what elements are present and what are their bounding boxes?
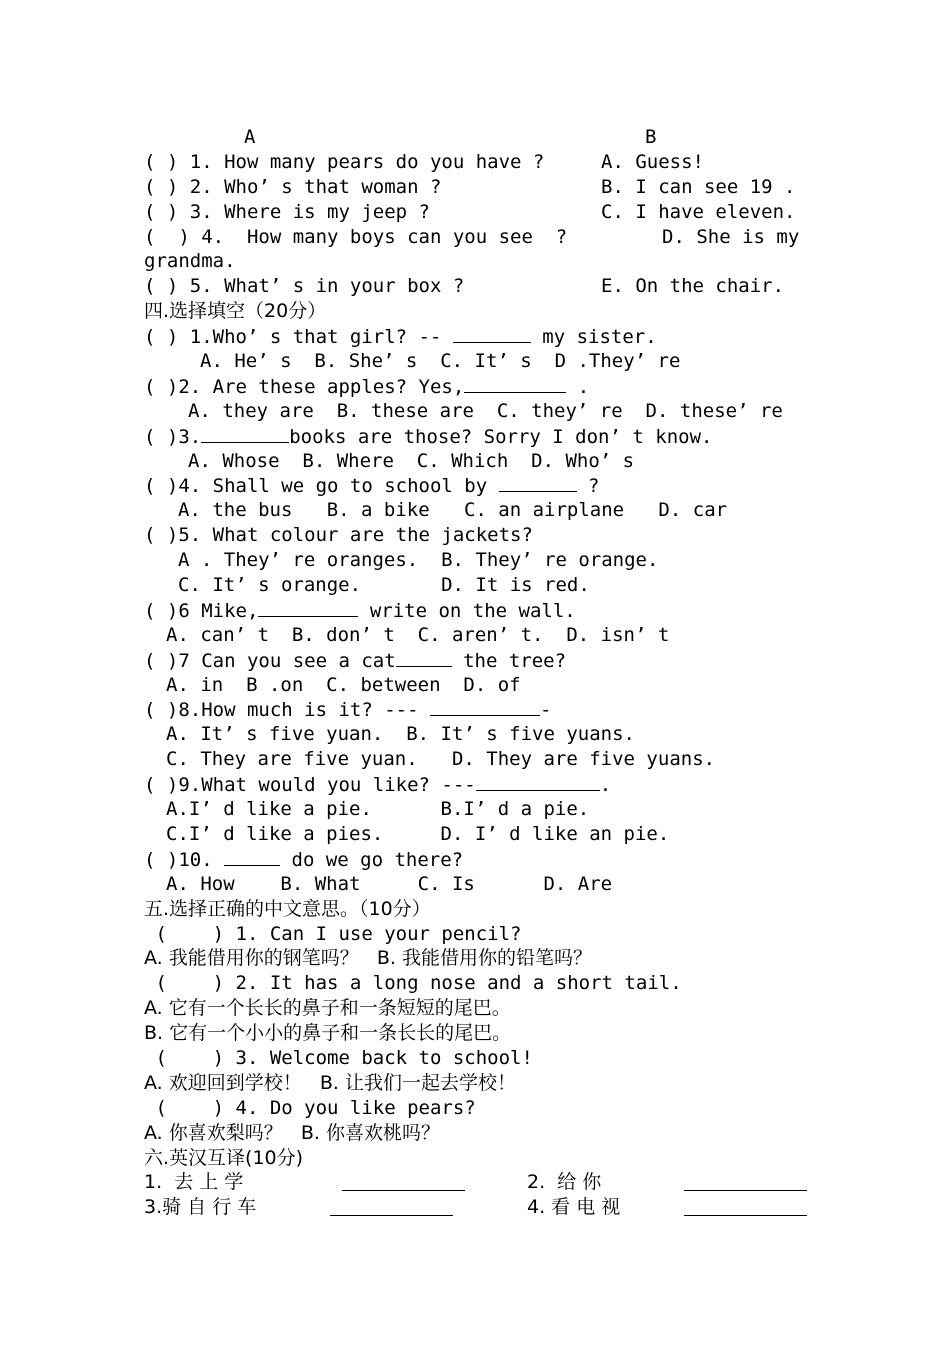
- s5-q2-opt-a: A. 它有一个长长的鼻子和一条短短的尾巴。: [144, 997, 511, 1020]
- s5-q2-text: ( ) 2. It has a long nose and a short tail.: [144, 972, 682, 995]
- s4-q5-options-2: [144, 573, 814, 598]
- s6-row-1: [144, 1170, 814, 1195]
- s4-q1: [144, 324, 814, 349]
- section5-title: [144, 897, 814, 922]
- section6-title-text: 六.英汉互译(10分): [144, 1146, 304, 1169]
- s4-q3-options: [144, 449, 814, 474]
- s4-q10-text: [144, 847, 463, 873]
- s4-q9-prefix: ( )9.What would you like? ---: [144, 774, 476, 797]
- s4-q3-blank[interactable]: [201, 424, 289, 443]
- matching-header: [144, 125, 814, 150]
- s4-q3: [144, 424, 814, 449]
- s5-q3: [144, 1046, 814, 1071]
- s6-row-2: [144, 1195, 814, 1220]
- s4-q8-options-1: [144, 722, 814, 747]
- s4-q2-text: [144, 374, 589, 400]
- matching-row-2: [144, 175, 814, 200]
- s5-q4: [144, 1096, 814, 1121]
- column-a-label: A: [244, 126, 256, 148]
- s4-q6-prefix: ( )6 Mike,: [144, 599, 259, 622]
- s4-q7-prefix: ( )7 Can you see a cat: [144, 649, 396, 672]
- s5-q4-options: [144, 1121, 814, 1146]
- s4-q5-opts-1: A . They’ re oranges. B. They’ re orange.: [178, 549, 659, 572]
- s4-q10: [144, 847, 814, 872]
- s4-q7: [144, 648, 814, 673]
- matching-answer-d-cont: grandma.: [144, 250, 236, 273]
- s4-q9-suffix: .: [599, 774, 612, 797]
- s4-q9-opts-1: A.I’ d like a pie. B.I’ d a pie.: [166, 798, 590, 821]
- matching-question-3: ( ) 3. Where is my jeep ?: [144, 200, 430, 223]
- worksheet-content: [144, 125, 814, 1220]
- s5-q1-text: ( ) 1. Can I use your pencil?: [144, 922, 522, 945]
- s6-item-2: 2. 给 你: [527, 1171, 602, 1194]
- section4-title: [144, 299, 814, 324]
- s5-q2-option-b: [144, 1021, 814, 1046]
- s4-q4-suffix: ?: [576, 475, 600, 498]
- s4-q5: [144, 523, 814, 548]
- s4-q6-options: [144, 623, 814, 648]
- section5-title-text: 五.选择正确的中文意思。（10分）: [144, 897, 431, 920]
- s5-q3-options: [144, 1071, 814, 1096]
- matching-row-5: [144, 274, 814, 299]
- matching-answer-a: A. Guess!: [601, 150, 704, 173]
- s4-q9-options-2: [144, 822, 814, 847]
- matching-row-3: [144, 200, 814, 225]
- s4-q4-options: [144, 498, 814, 523]
- s4-q9-blank[interactable]: [476, 772, 600, 791]
- s4-q6-text: [144, 598, 576, 624]
- s4-q2: [144, 374, 814, 399]
- matching-answer-d: D. She is my: [662, 225, 800, 248]
- s4-q4-blank[interactable]: [499, 473, 577, 492]
- s6-item-2-blank[interactable]: [684, 1172, 807, 1191]
- s4-q2-opts: A. they are B. these are C. they’ re D. these’ re: [188, 399, 783, 422]
- s4-q7-opts: A. in B .on C. between D. of: [166, 673, 521, 696]
- matching-question-1: ( ) 1. How many pears do you have ?: [144, 150, 545, 173]
- s4-q8-opts-1: A. It’ s five yuan. B. It’ s five yuans.: [166, 723, 635, 746]
- s4-q4-prefix: ( )4. Shall we go to school by: [144, 475, 499, 498]
- s4-q1-blank[interactable]: [453, 324, 531, 343]
- s4-q1-suffix: my sister.: [530, 326, 657, 349]
- s4-q8-prefix: ( )8.How much is it? ---: [144, 699, 430, 722]
- s5-q4-opts: A. 你喜欢梨吗？ B. 你喜欢桃吗？: [144, 1121, 440, 1144]
- s6-item-1-blank[interactable]: [342, 1172, 465, 1191]
- matching-answer-e: E. On the chair.: [601, 275, 785, 298]
- s4-q7-suffix: the tree?: [451, 649, 567, 672]
- matching-answer-b: B. I can see 19 .: [601, 175, 796, 198]
- s4-q10-blank[interactable]: [224, 847, 280, 866]
- s4-q9-opts-2: C.I’ d like a pies. D. I’ d like an pie.: [166, 822, 670, 845]
- s4-q3-text: [144, 424, 712, 450]
- s4-q9-text: [144, 772, 611, 798]
- matching-row-4: [144, 225, 814, 250]
- matching-question-2: ( ) 2. Who’ s that woman ?: [144, 175, 442, 198]
- matching-answer-c: C. I have eleven.: [601, 200, 796, 223]
- s6-item-3-blank[interactable]: [330, 1197, 453, 1216]
- s5-q2-opt-b: B. 它有一个小小的鼻子和一条长长的尾巴。: [144, 1022, 512, 1045]
- s4-q2-suffix: .: [566, 375, 590, 398]
- s6-item-4: 4. 看 电 视: [527, 1196, 621, 1219]
- s4-q3-suffix: books are those? Sorry I don’ t know.: [289, 425, 713, 448]
- s4-q8-text: [144, 697, 551, 723]
- s4-q6-blank[interactable]: [258, 598, 358, 617]
- column-b-label: B: [645, 126, 657, 148]
- s4-q2-blank[interactable]: [464, 374, 566, 393]
- matching-question-4: ( ) 4. How many boys can you see ?: [144, 225, 568, 248]
- s5-q1-options: [144, 946, 814, 971]
- s4-q8-blank[interactable]: [430, 697, 540, 716]
- s4-q2-prefix: ( )2. Are these apples? Yes,: [144, 375, 465, 398]
- s6-item-4-blank[interactable]: [684, 1197, 807, 1216]
- s4-q10-opts: A. How B. What C. Is D. Are: [166, 872, 613, 895]
- matching-row-1: [144, 150, 814, 175]
- s4-q8: [144, 697, 814, 722]
- s4-q10-suffix: do we go there?: [280, 848, 464, 871]
- s4-q6-opts: A. can’ t B. don’ t C. aren’ t. D. isn’ t: [166, 623, 670, 646]
- s4-q1-text: [144, 324, 657, 350]
- s5-q2-option-a: [144, 996, 814, 1021]
- matching-question-5: ( ) 5. What’ s in your box ?: [144, 275, 465, 298]
- s5-q1: [144, 922, 814, 947]
- s4-q7-options: [144, 673, 814, 698]
- s5-q3-text: ( ) 3. Welcome back to school!: [144, 1046, 533, 1069]
- s4-q7-blank[interactable]: [396, 648, 452, 667]
- s4-q3-prefix: ( )3.: [144, 425, 202, 448]
- s4-q8-suffix: -: [539, 699, 552, 722]
- s6-item-1: 1. 去 上 学: [144, 1171, 244, 1194]
- s4-q4-text: [144, 473, 600, 499]
- s4-q10-prefix: ( )10.: [144, 848, 225, 871]
- s4-q1-options: [144, 349, 814, 374]
- s4-q8-options-2: [144, 747, 814, 772]
- s4-q9-options-1: [144, 797, 814, 822]
- section4-title-text: 四.选择填空（20分）: [144, 300, 327, 323]
- section6-title: [144, 1146, 814, 1171]
- s5-q1-opts: A. 我能借用你的钢笔吗？ B. 我能借用你的铅笔吗？: [144, 947, 592, 970]
- s4-q4: [144, 473, 814, 498]
- s4-q4-opts: A. the bus B. a bike C. an airplane D. car: [178, 499, 728, 522]
- s4-q8-opts-2: C. They are five yuan. D. They are five yuans.: [166, 748, 716, 771]
- s4-q5-text: ( )5. What colour are the jackets?: [144, 524, 533, 547]
- s6-item-3: 3.骑 自 行 车: [144, 1196, 257, 1219]
- s5-q3-opts: A. 欢迎回到学校！ B. 让我们一起去学校！: [144, 1071, 516, 1094]
- s4-q1-prefix: ( ) 1.Who’ s that girl? --: [144, 326, 453, 349]
- s4-q2-options: [144, 399, 814, 424]
- s4-q10-options: [144, 872, 814, 897]
- s4-q7-text: [144, 648, 566, 674]
- s5-q2: [144, 971, 814, 996]
- s4-q5-options-1: [144, 548, 814, 573]
- matching-row-4-cont: [144, 249, 814, 274]
- s4-q9: [144, 772, 814, 797]
- s5-q4-text: ( ) 4. Do you like pears?: [144, 1096, 476, 1119]
- s4-q3-opts: A. Whose B. Where C. Which D. Who’ s: [188, 449, 635, 472]
- s4-q6-suffix: write on the wall.: [358, 599, 576, 622]
- s4-q1-opts: A. He’ s B. She’ s C. It’ s D .They’ re: [200, 350, 681, 373]
- s4-q5-opts-2: C. It’ s orange. D. It is red.: [178, 574, 590, 597]
- s4-q6: [144, 598, 814, 623]
